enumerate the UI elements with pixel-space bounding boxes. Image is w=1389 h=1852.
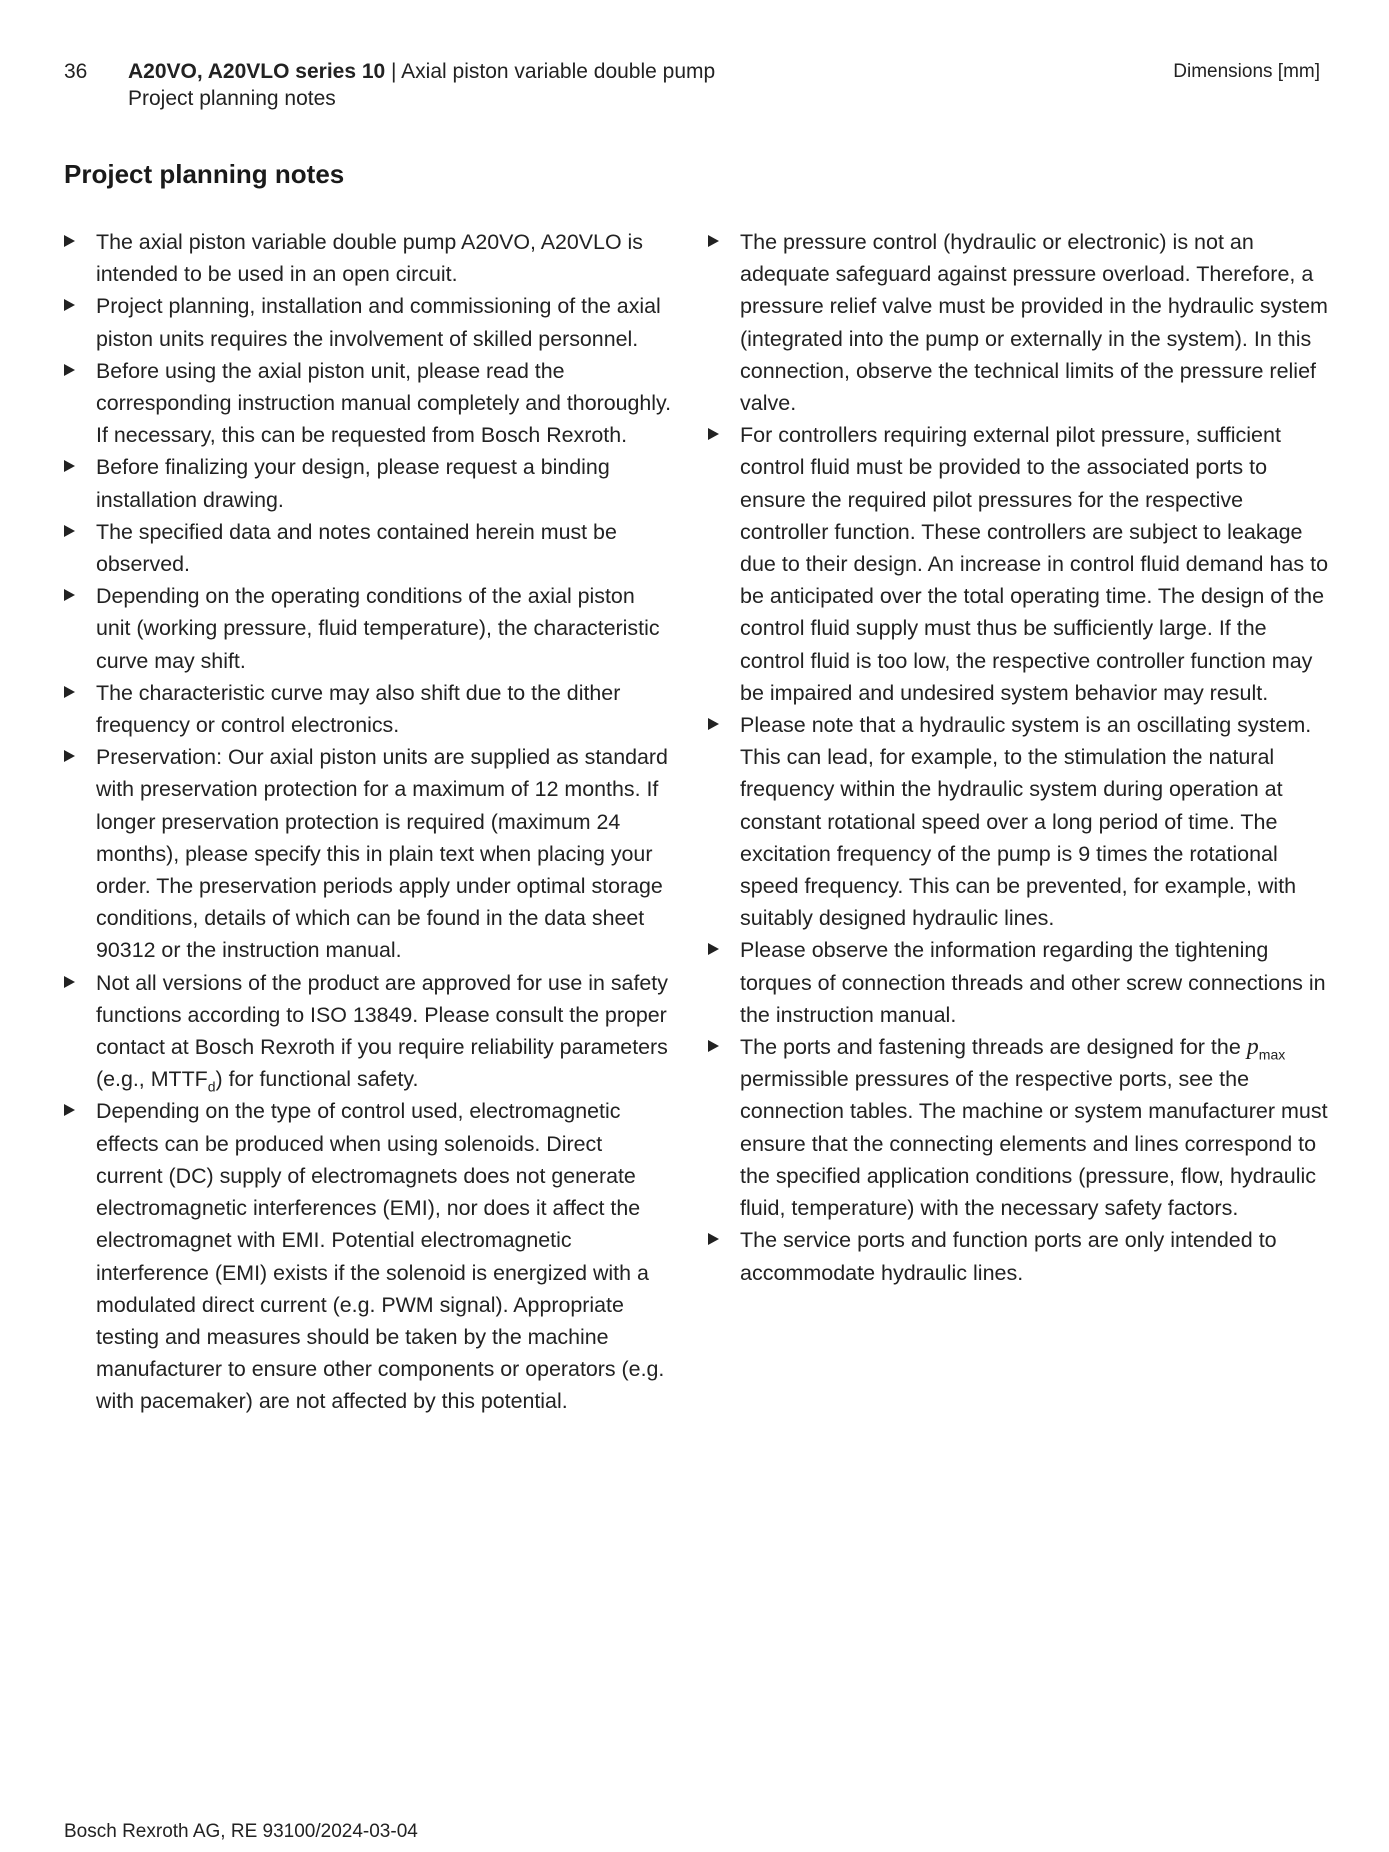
list-item [708, 226, 1333, 419]
bullet-icon [64, 1104, 75, 1116]
list-item [64, 355, 674, 452]
list-item-text: The specified data and notes contained herein must be observed. [96, 519, 617, 577]
bullet-icon [708, 428, 719, 440]
list-item [708, 934, 1333, 1031]
list-item-text: The axial piston variable double pump A20VO, A20VLO is intended to be used in an open circuit. [96, 230, 643, 287]
bullet-icon [64, 364, 75, 376]
list-item-text: Project planning, installation and commissioning of the axial piston units requires the involvement of skilled personnel. [96, 294, 661, 351]
list-item [708, 1031, 1333, 1224]
bullet-icon [708, 718, 719, 730]
list-item-text: The ports and fastening threads are designed for the [740, 1035, 1247, 1060]
list-item-text: Please observe the information regarding the tightening torques of connection threads and other screw connections in the instruction manual. [740, 938, 1326, 1027]
list-item-text: The pressure control (hydraulic or electronic) is not an adequate safeguard against pressure overload. Therefore, a pressure relief valve must be provided in the hydraulic system (integrated into the pump or externally in the system). In this connection, observe the technical limits of the pressure relief valve. [740, 230, 1328, 416]
page-number: 36 [64, 60, 88, 83]
header-dimensions-note: Dimensions [mm] [1173, 61, 1320, 82]
list-item-text: permissible pressures of the respective ports, see the connection tables. The machine or system manufacturer must ensure that the connecting elements and lines correspond to the specified application conditions (pressure, flow, hydraulic fluid, temperature) with the necessary safety factors. [740, 1067, 1328, 1221]
list-item [64, 741, 674, 966]
list-item-text: Not all versions of the product are approved for use in safety functions according to ISO 13849. Please consult the proper contact at Bosch Rexroth if you require reliability parameters (e.g., MTTF [96, 970, 668, 1092]
bullet-icon [708, 1040, 719, 1052]
list-item [64, 451, 674, 515]
list-item [64, 580, 674, 677]
header-subtitle: Project planning notes [128, 87, 336, 110]
bullet-icon [64, 976, 75, 988]
list-item-text: Before using the axial piston unit, please read the corresponding instruction manual completely and thoroughly. If necessary, this can be requested from Bosch Rexroth. [96, 358, 672, 448]
list-item [64, 516, 674, 580]
bullet-icon [64, 750, 75, 762]
list-item [708, 419, 1333, 709]
bullet-icon [64, 525, 75, 537]
bullet-icon [708, 1233, 719, 1245]
bullet-icon [64, 686, 75, 698]
footer: Bosch Rexroth AG, RE 93100/2024-03-04 [64, 1821, 418, 1842]
bullet-icon [64, 460, 75, 472]
section-title: Project planning notes [64, 159, 345, 189]
list-item [64, 290, 674, 354]
header-title-bold: A20VO, A20VLO series 10 [128, 60, 386, 83]
subscript: d [207, 1078, 216, 1095]
list-item-text: Please note that a hydraulic system is an oscillating system. This can lead, for example, to the stimulation the natural frequency within the hydraulic system during operation at constant rotational speed over a long period of time. The excitation frequency of the pump is 9 times the rotational speed frequency. This can be prevented, for example, with suitably designed hydraulic lines. [740, 713, 1312, 931]
bullet-icon [708, 235, 719, 247]
list-item [64, 226, 674, 290]
left-column-list [64, 226, 674, 1418]
bullet-icon [64, 235, 75, 247]
list-item [708, 1224, 1333, 1288]
subscript: max [1258, 1046, 1286, 1063]
bullet-icon [64, 299, 75, 311]
list-item-text: The characteristic curve may also shift due to the dither frequency or control electronics. [96, 680, 621, 738]
list-item [64, 677, 674, 741]
list-item-text: ) for functional safety. [215, 1067, 419, 1092]
list-item-text: Depending on the operating conditions of the axial piston unit (working pressure, fluid temperature), the characteristic curve may shift. [96, 584, 660, 673]
list-item [708, 709, 1333, 934]
header-title [128, 59, 715, 85]
list-item-text: Before finalizing your design, please request a binding installation drawing. [96, 455, 610, 512]
bullet-icon [708, 943, 719, 955]
list-item [64, 967, 674, 1096]
header-title-rest: | Axial piston variable double pump [385, 60, 716, 83]
list-item-text: Preservation: Our axial piston units are supplied as standard with preservation protection for a maximum of 12 months. If longer preservation protection is required (maximum 24 months), please specify this in plain text when placing your order. The preservation periods apply under optimal storage conditions, details of which can be found in the data sheet 90312 or the instruction manual. [96, 745, 668, 963]
list-item-text: Depending on the type of control used, electromagnetic effects can be produced when using solenoids. Direct current (DC) supply of electromagnets does not generate electromagnetic interferences (EMI), nor does it affect the electromagnet with EMI. Potential electromagnetic interference (EMI) exists if the solenoid is energized with a modulated direct current (e.g. PWM signal). Appropriate testing and measures should be taken by the machine manufacturer to ensure other components or operators (e.g. with pacemaker) are not affected by this potential. [96, 1099, 665, 1414]
list-item-text: For controllers requiring external pilot pressure, sufficient control fluid must be provided to the associated ports to ensure the required pilot pressures for the respective controller function. These controllers are subject to leakage due to their design. An increase in control fluid demand has to be anticipated over the total operating time. The design of the control fluid supply must thus be sufficiently large. If the control fluid is too low, the respective controller function may be impaired and undesired system behavior may result. [740, 423, 1329, 705]
list-item-text: The service ports and function ports are only intended to accommodate hydraulic lines. [740, 1228, 1277, 1285]
list-item [64, 1095, 674, 1417]
right-column-list [708, 226, 1333, 1289]
bullet-icon [64, 589, 75, 601]
pressure-symbol: p [1246, 1034, 1259, 1061]
